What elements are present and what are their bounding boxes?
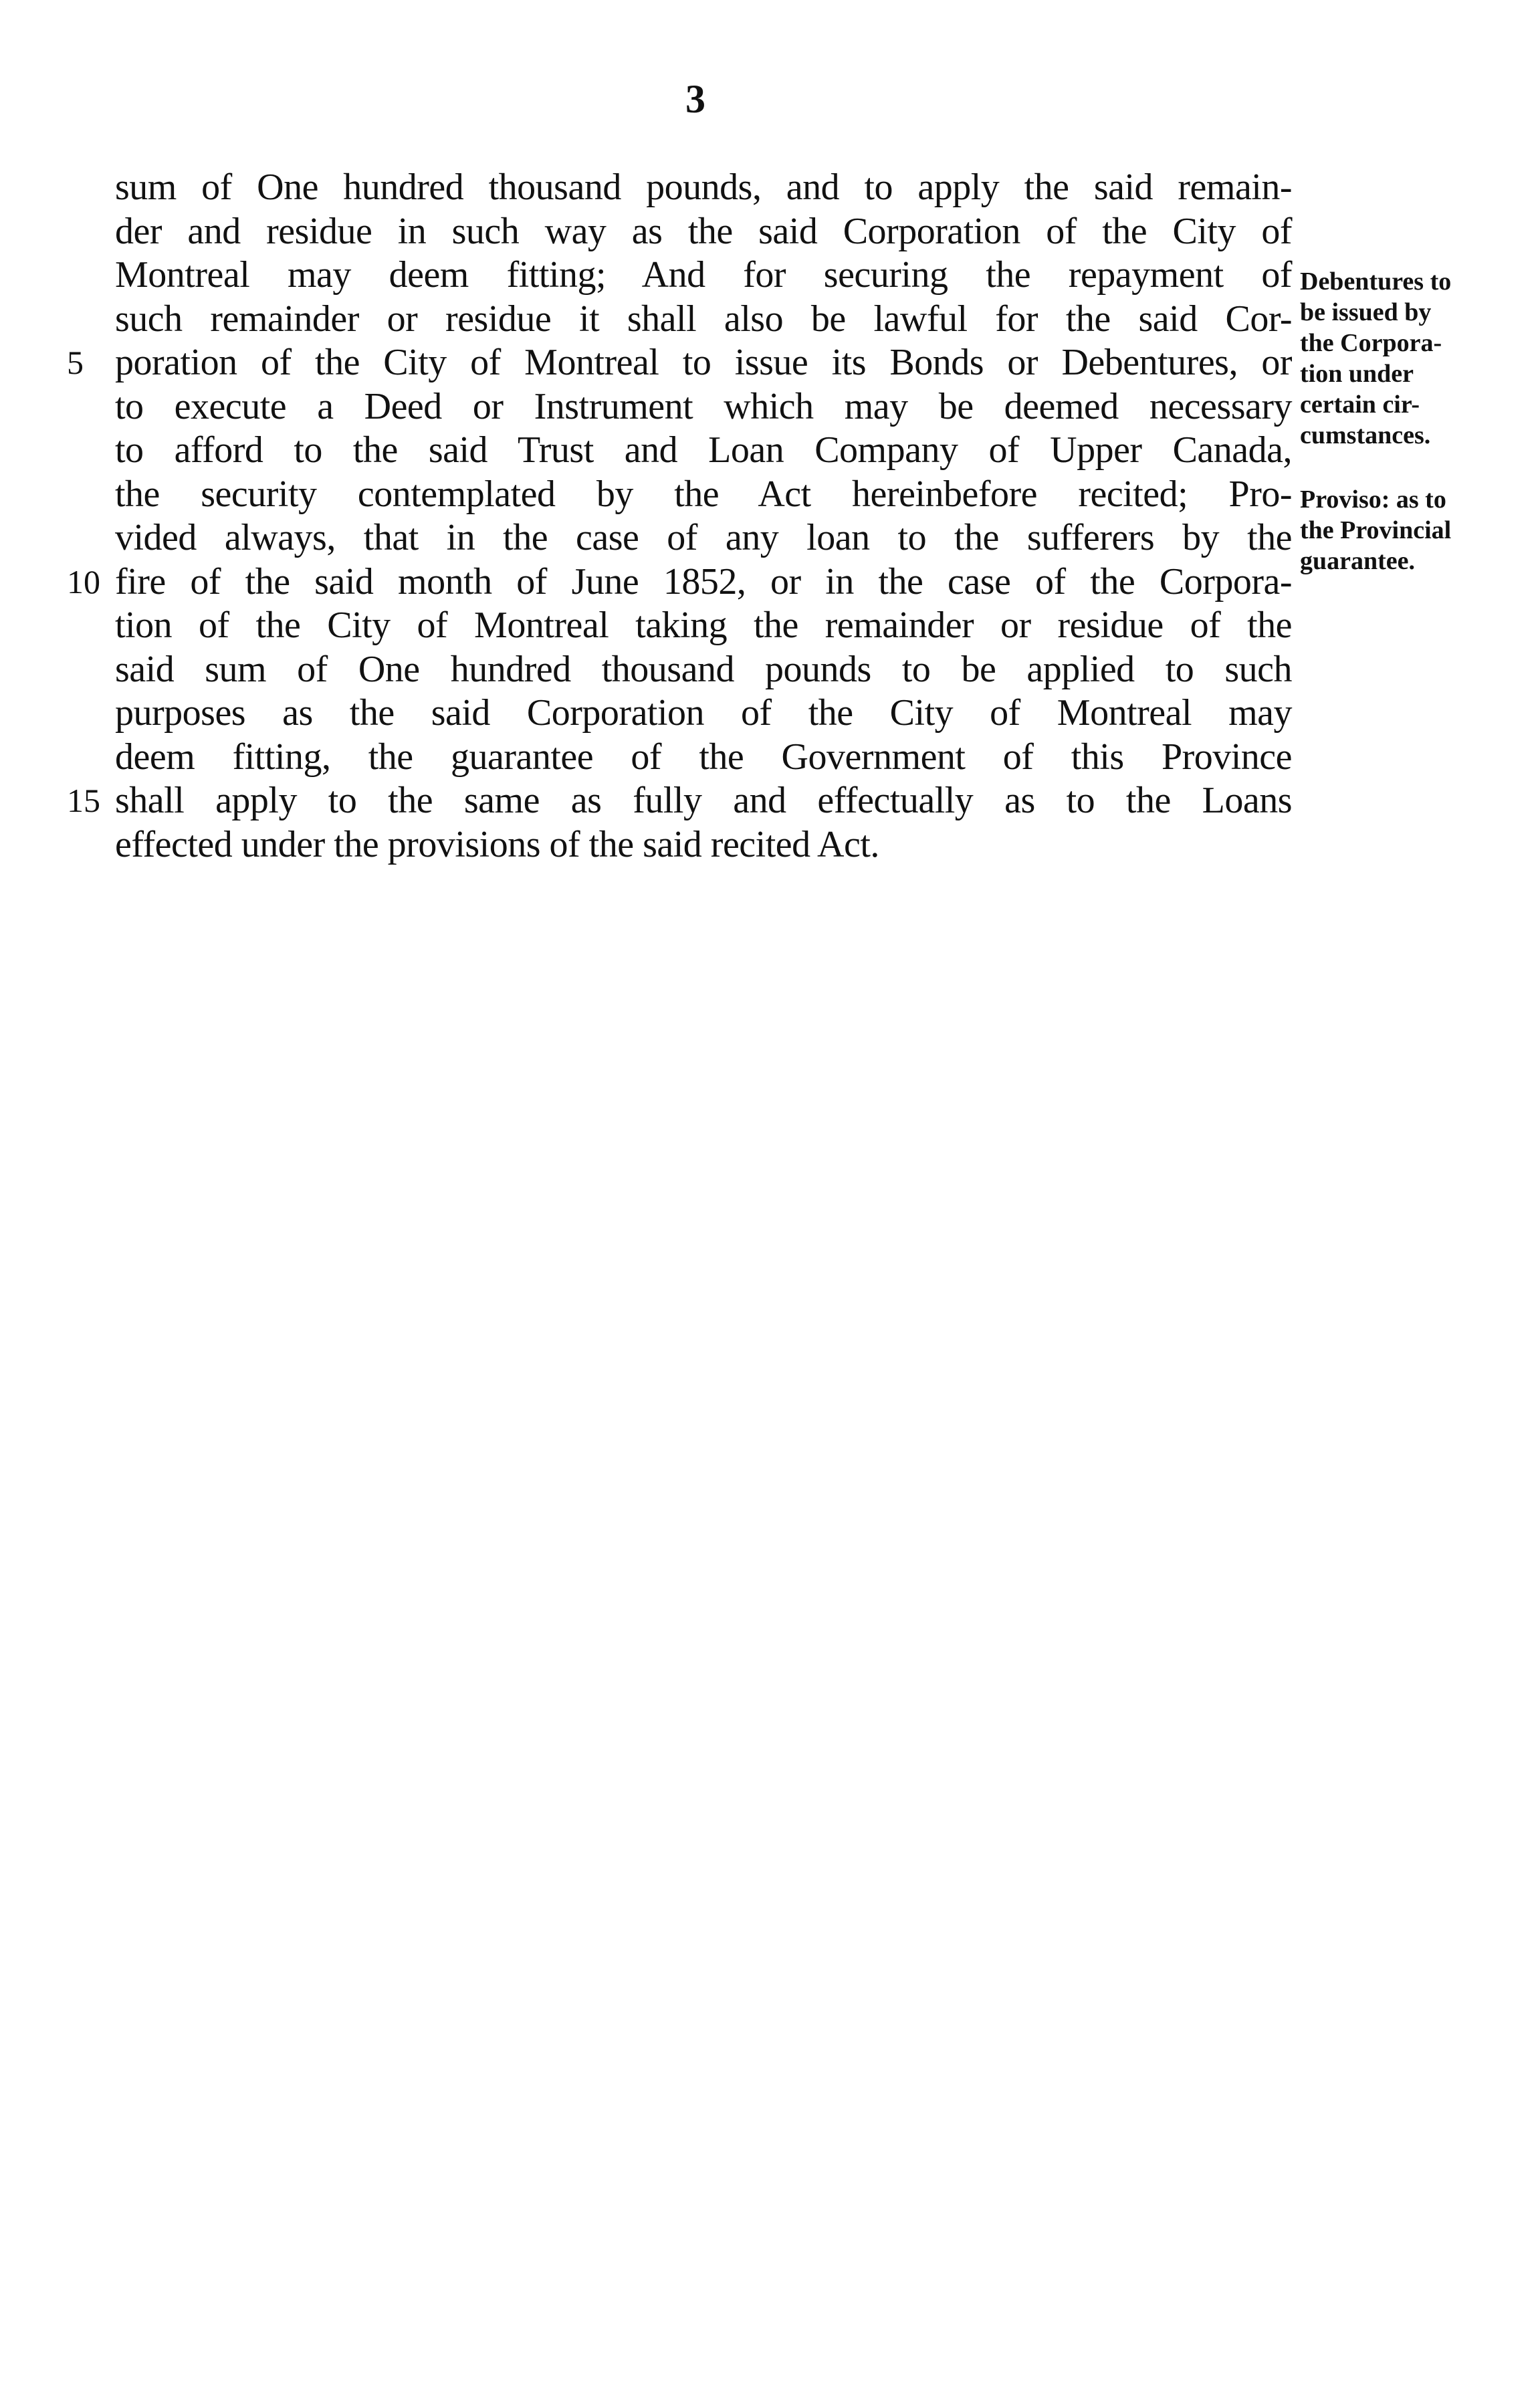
margin-note-line: be issued by [1300,298,1432,326]
text-line-11: tion of the City of Montreal taking the remainder or residue of the [115,605,1292,646]
text-line-8: the security contemplated by the Act hereinbefore recited; Pro- [115,473,1292,515]
line-number-5: 5 [67,344,84,381]
text-line-2: der and residue in such way as the said Corporation of the City of [115,210,1292,252]
body-text [115,166,1292,867]
margin-note-proviso [1300,484,1501,576]
text-line-4: such remainder or residue it shall also be lawful for the said Cor- [115,298,1292,340]
line-number-15: 15 [67,782,100,819]
margin-note-line: the Provincial [1300,516,1452,544]
text-line-16: effected under the provisions of the said recited Act. [115,823,879,865]
page-number: 3 [685,77,705,121]
text-line-6: to execute a Deed or Instrument which may be deemed necessary [115,385,1292,427]
text-line-14: deem fitting, the guarantee of the Government of this Province [115,736,1292,778]
text-line-7: to afford to the said Trust and Loan Company of Upper Canada, [115,429,1292,471]
text-line-15: shall apply to the same as fully and effectually as to the Loans [115,780,1292,821]
line-number-10: 10 [67,562,100,600]
text-line-1: sum of One hundred thousand pounds, and to apply the said remain- [115,167,1292,208]
margin-note-line: guarantee. [1300,547,1416,575]
margin-note-line: Debentures to [1300,267,1452,296]
margin-note-debentures [1300,266,1501,451]
margin-note-line: the Corpora- [1300,329,1442,357]
text-line-5: poration of the City of Montreal to issue its Bonds or Debentures, or [115,342,1292,383]
margin-note-line: certain cir- [1300,391,1420,419]
text-line-13: purposes as the said Corporation of the City of Montreal may [115,692,1292,734]
text-line-9: vided always, that in the case of any loan to the sufferers by the [115,517,1292,558]
text-line-3: Montreal may deem fitting; And for securing the repayment of [115,254,1292,296]
text-line-10: fire of the said month of June 1852, or in the case of the Corpora- [115,560,1292,603]
text-line-12: said sum of One hundred thousand pounds to be applied to such [115,648,1292,690]
margin-note-line: tion under [1300,360,1414,388]
margin-note-line: cumstances. [1300,421,1431,449]
margin-note-line: Proviso: as to [1300,485,1446,514]
